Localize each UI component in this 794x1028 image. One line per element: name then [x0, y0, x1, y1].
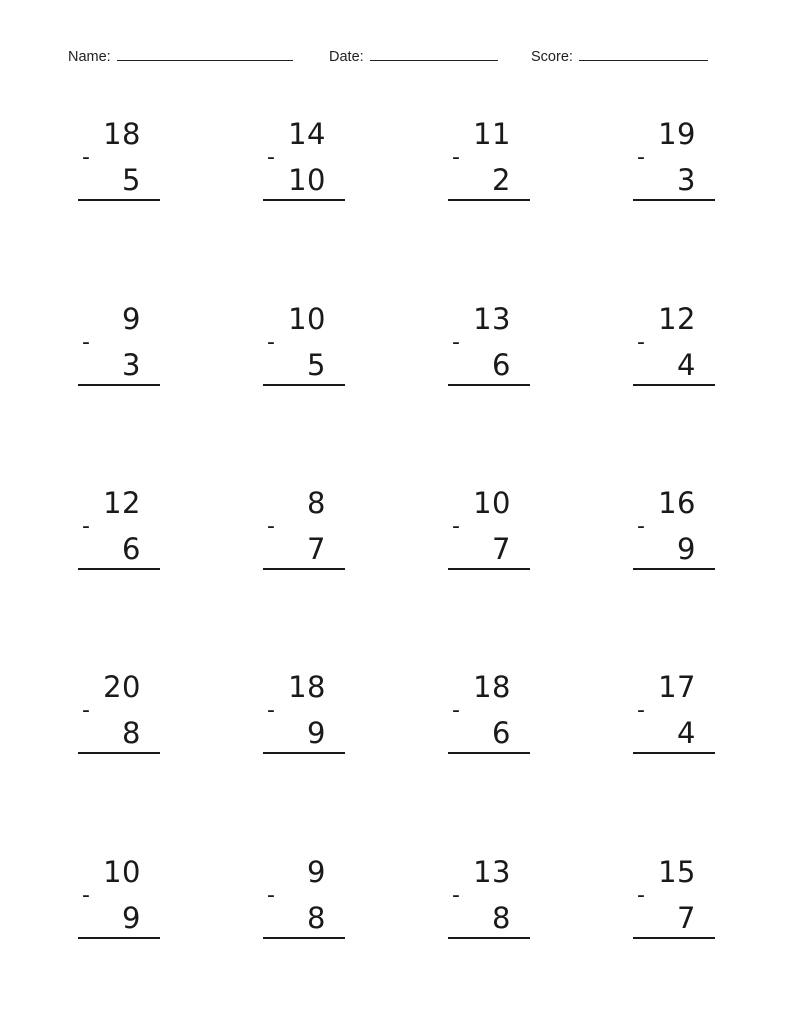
- minuend: 14: [288, 117, 326, 151]
- minuend: 16: [658, 486, 696, 520]
- subtraction-problem: [78, 117, 162, 217]
- worksheet-header: [0, 46, 794, 70]
- minuend: 13: [473, 302, 511, 336]
- minus-sign: -: [452, 698, 460, 723]
- subtraction-problem: [448, 670, 532, 770]
- subtrahend: 2: [492, 163, 511, 197]
- subtraction-problem: [633, 670, 717, 770]
- subtrahend: 9: [122, 901, 141, 935]
- subtrahend: 6: [492, 716, 511, 750]
- subtraction-problem: [263, 855, 347, 955]
- subtrahend: 3: [677, 163, 696, 197]
- subtraction-problem: [633, 302, 717, 402]
- minus-sign: -: [82, 514, 90, 539]
- score-blank-line[interactable]: [579, 46, 708, 61]
- subtrahend: 10: [288, 163, 326, 197]
- subtrahend: 9: [677, 532, 696, 566]
- minuend: 9: [307, 855, 326, 889]
- subtraction-problem: [633, 855, 717, 955]
- minuend: 18: [473, 670, 511, 704]
- answer-line[interactable]: [633, 568, 715, 570]
- answer-line[interactable]: [263, 752, 345, 754]
- minus-sign: -: [267, 698, 275, 723]
- minus-sign: -: [637, 145, 645, 170]
- subtrahend: 6: [492, 348, 511, 382]
- answer-line[interactable]: [263, 568, 345, 570]
- minuend: 13: [473, 855, 511, 889]
- minus-sign: -: [82, 883, 90, 908]
- answer-line[interactable]: [633, 937, 715, 939]
- subtrahend: 7: [307, 532, 326, 566]
- minus-sign: -: [637, 698, 645, 723]
- subtrahend: 8: [492, 901, 511, 935]
- subtraction-problem: [448, 302, 532, 402]
- subtrahend: 5: [122, 163, 141, 197]
- minus-sign: -: [267, 145, 275, 170]
- name-label: Name:: [68, 49, 111, 65]
- minus-sign: -: [82, 145, 90, 170]
- minus-sign: -: [267, 330, 275, 355]
- answer-line[interactable]: [448, 937, 530, 939]
- answer-line[interactable]: [78, 199, 160, 201]
- subtrahend: 7: [677, 901, 696, 935]
- minus-sign: -: [637, 330, 645, 355]
- subtrahend: 3: [122, 348, 141, 382]
- subtraction-problem: [78, 486, 162, 586]
- subtrahend: 4: [677, 716, 696, 750]
- answer-line[interactable]: [448, 199, 530, 201]
- minuend: 20: [103, 670, 141, 704]
- subtrahend: 4: [677, 348, 696, 382]
- minus-sign: -: [637, 514, 645, 539]
- answer-line[interactable]: [633, 199, 715, 201]
- subtraction-problem: [263, 670, 347, 770]
- subtraction-problem: [448, 486, 532, 586]
- minuend: 17: [658, 670, 696, 704]
- subtraction-problem: [78, 670, 162, 770]
- score-field[interactable]: [531, 46, 708, 65]
- answer-line[interactable]: [78, 752, 160, 754]
- date-blank-line[interactable]: [370, 46, 498, 61]
- answer-line[interactable]: [448, 568, 530, 570]
- minuend: 8: [307, 486, 326, 520]
- subtraction-problem: [78, 302, 162, 402]
- subtraction-problem: [263, 486, 347, 586]
- subtraction-problem: [263, 117, 347, 217]
- minuend: 9: [122, 302, 141, 336]
- answer-line[interactable]: [263, 937, 345, 939]
- minus-sign: -: [452, 145, 460, 170]
- minuend: 15: [658, 855, 696, 889]
- subtraction-problem: [263, 302, 347, 402]
- answer-line[interactable]: [448, 384, 530, 386]
- name-field[interactable]: [68, 46, 293, 65]
- minuend: 12: [658, 302, 696, 336]
- subtrahend: 8: [307, 901, 326, 935]
- subtraction-problem: [448, 117, 532, 217]
- subtrahend: 6: [122, 532, 141, 566]
- subtraction-problem: [78, 855, 162, 955]
- subtraction-problem: [633, 117, 717, 217]
- minuend: 10: [103, 855, 141, 889]
- subtrahend: 8: [122, 716, 141, 750]
- subtrahend: 7: [492, 532, 511, 566]
- minus-sign: -: [452, 330, 460, 355]
- answer-line[interactable]: [633, 384, 715, 386]
- minuend: 11: [473, 117, 511, 151]
- minuend: 18: [288, 670, 326, 704]
- minuend: 10: [473, 486, 511, 520]
- minus-sign: -: [452, 514, 460, 539]
- minus-sign: -: [82, 330, 90, 355]
- subtraction-problem: [448, 855, 532, 955]
- answer-line[interactable]: [78, 568, 160, 570]
- date-label: Date:: [329, 49, 364, 65]
- subtrahend: 5: [307, 348, 326, 382]
- name-blank-line[interactable]: [117, 46, 293, 61]
- minus-sign: -: [267, 514, 275, 539]
- answer-line[interactable]: [263, 384, 345, 386]
- minuend: 12: [103, 486, 141, 520]
- minus-sign: -: [452, 883, 460, 908]
- subtraction-problem: [633, 486, 717, 586]
- date-field[interactable]: [329, 46, 498, 65]
- minus-sign: -: [82, 698, 90, 723]
- minuend: 10: [288, 302, 326, 336]
- score-label: Score:: [531, 49, 573, 65]
- minus-sign: -: [267, 883, 275, 908]
- minuend: 19: [658, 117, 696, 151]
- answer-line[interactable]: [78, 384, 160, 386]
- answer-line[interactable]: [633, 752, 715, 754]
- answer-line[interactable]: [263, 199, 345, 201]
- subtrahend: 9: [307, 716, 326, 750]
- answer-line[interactable]: [448, 752, 530, 754]
- answer-line[interactable]: [78, 937, 160, 939]
- minuend: 18: [103, 117, 141, 151]
- minus-sign: -: [637, 883, 645, 908]
